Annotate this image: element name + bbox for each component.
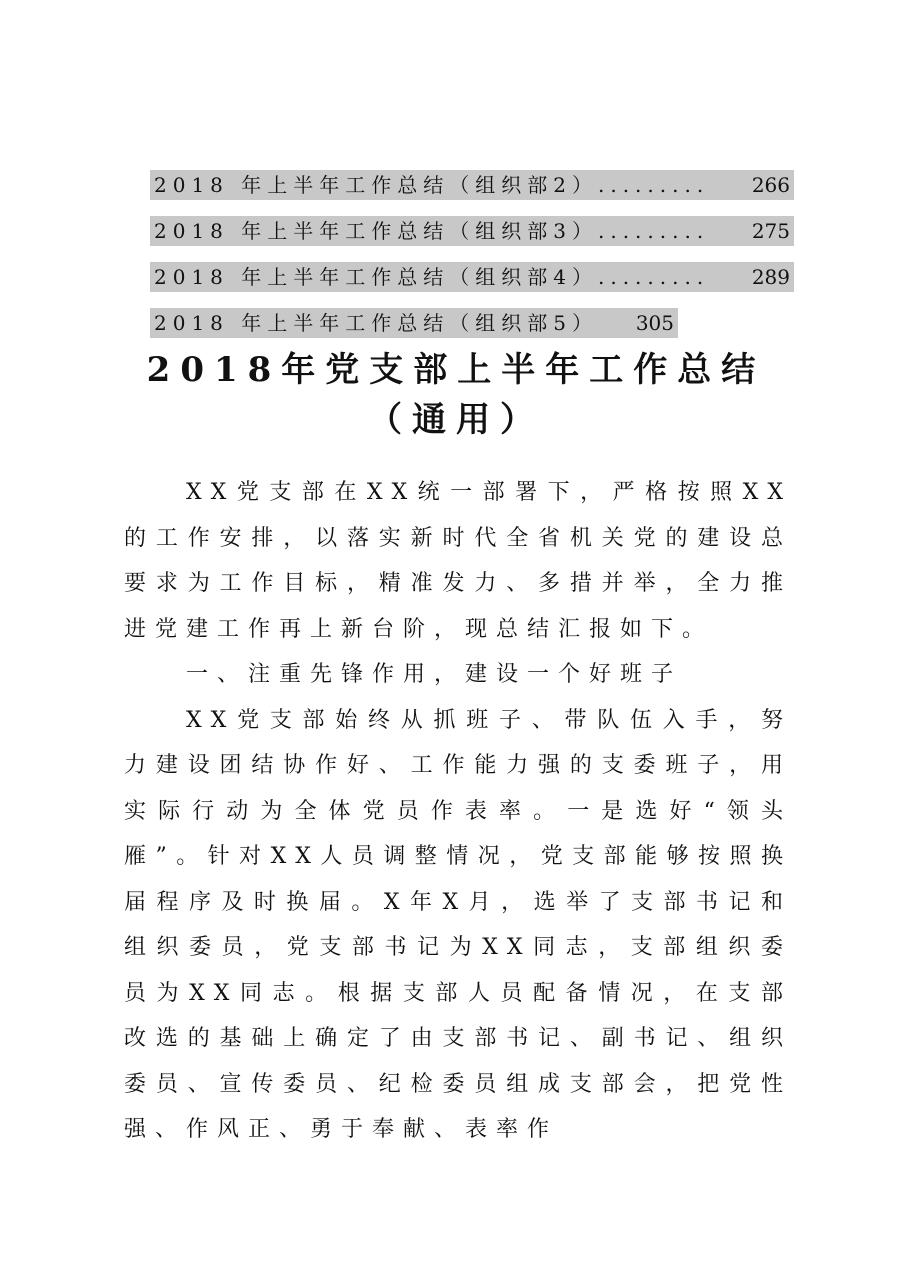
toc-entry-page: 305 [635, 311, 674, 335]
toc-entry[interactable] [150, 216, 794, 246]
body-paragraph: XX党支部始终从抓班子、带队伍入手，努力建设团结协作好、工作能力强的支委班子，用实际行动为全体党员作表率。一是选好“领头雁”。针对XX人员调整情况，党支部能够按照换届程序及时换届。X年X月，选举了支部书记和组织委员，党支部书记为XX同志，支部组织委员为XX同志。根据支部人员配备情况，在支部改选的基础上确定了由支部书记、副书记、组织委员、宣传委员、纪检委员组成支部会，把党性强、作风正、勇于奉献、表率作 [124, 707, 792, 1142]
toc-entry-page: 275 [751, 219, 790, 243]
document-body [124, 470, 792, 1153]
toc-entry-page: 266 [751, 173, 790, 197]
toc-entry-title: 2018 年上半年工作总结（组织部4）......... [154, 265, 710, 289]
toc-entry[interactable] [150, 170, 794, 200]
toc-entry-title: 2018 年上半年工作总结（组织部5） [154, 311, 598, 335]
section-heading: 一、注重先锋作用，建设一个好班子 [186, 662, 683, 687]
toc-entry-title: 2018 年上半年工作总结（组织部2）......... [154, 173, 710, 197]
body-paragraph: XX党支部在XX统一部署下，严格按照XX的工作安排，以落实新时代全省机关党的建设总要求为工作目标，精准发力、多措并举，全力推进党建工作再上新台阶，现总结汇报如下。 [124, 480, 792, 642]
toc-entry-title: 2018 年上半年工作总结（组织部3）......... [154, 219, 710, 243]
toc-entry-page: 289 [751, 265, 790, 289]
toc-entry[interactable] [150, 262, 794, 292]
table-of-contents [150, 170, 794, 354]
document-title: 2018年党支部上半年工作总结（通用） [146, 350, 766, 440]
toc-entry[interactable] [150, 308, 678, 338]
